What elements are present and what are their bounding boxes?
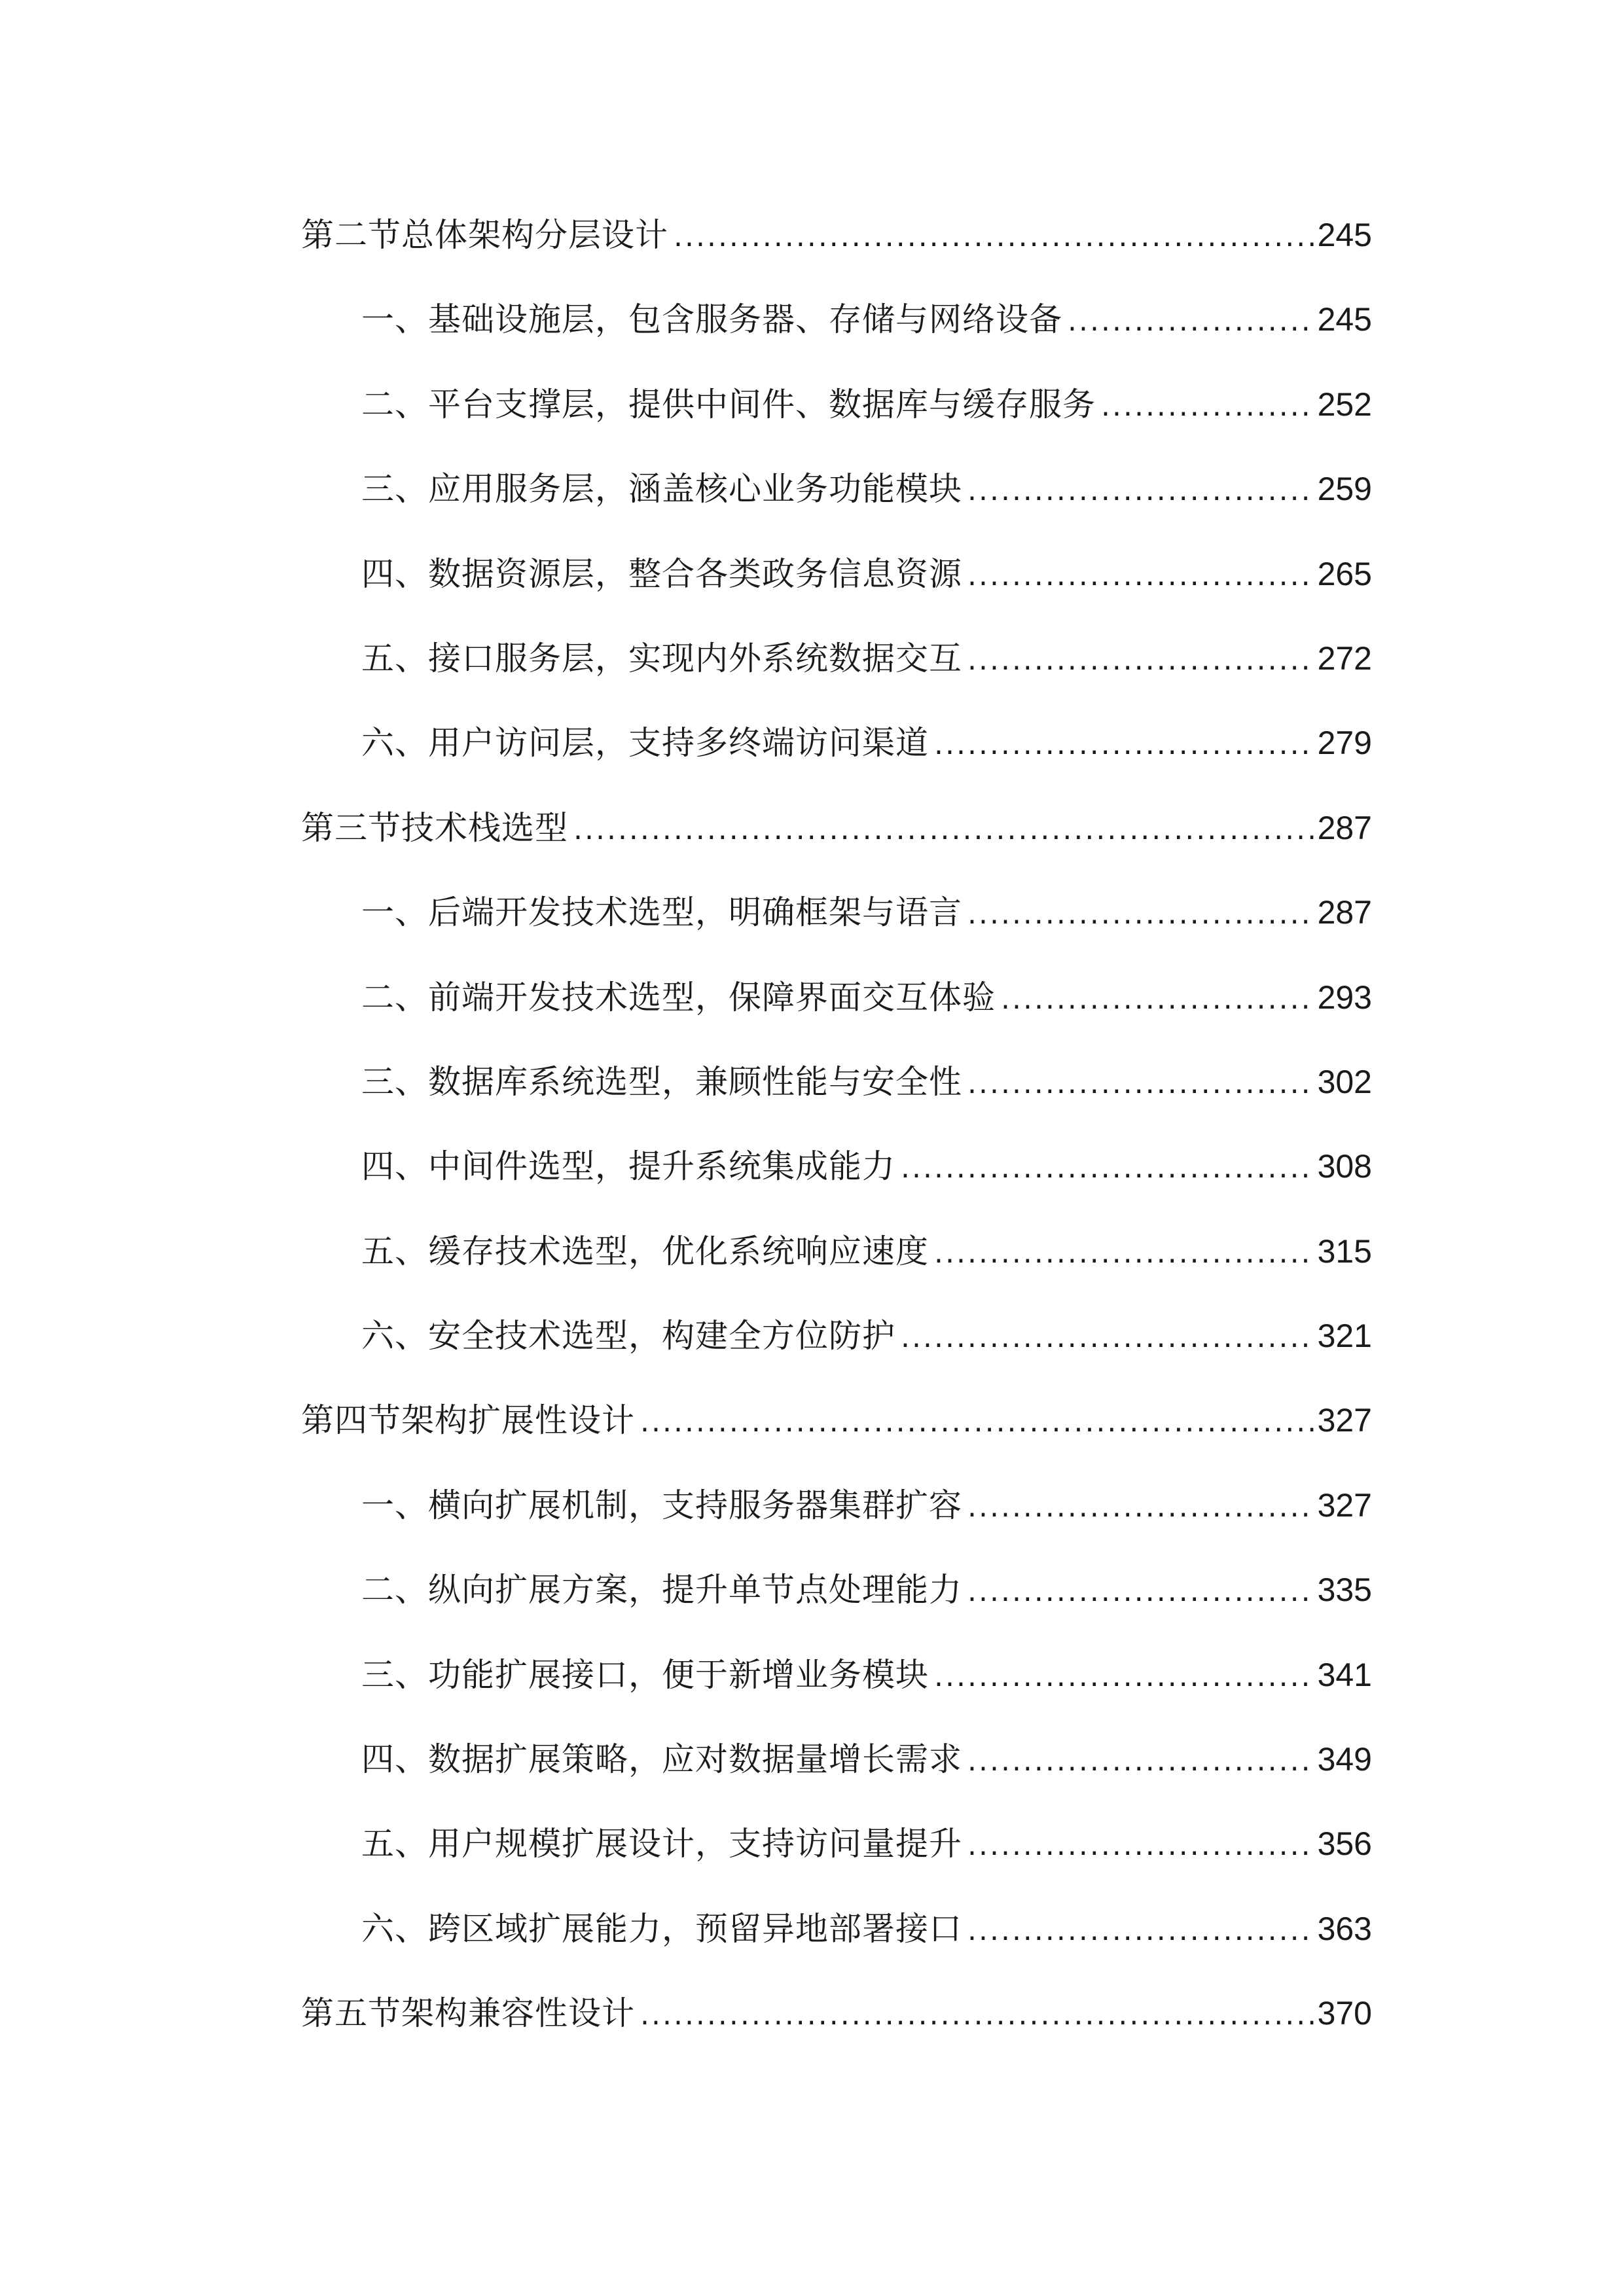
toc-entry-title: 六、安全技术选型，构建全方位防护 [361,1317,895,1355]
toc-entry[interactable] [301,1227,1372,1312]
table-of-contents [301,211,1372,2074]
toc-entry-section-5[interactable] [301,1989,1372,2073]
toc-entry[interactable] [301,380,1372,465]
toc-dot-leader [901,1314,1314,1362]
toc-entry[interactable] [301,1566,1372,1650]
toc-entry[interactable] [301,1820,1372,1904]
toc-entry[interactable] [301,1142,1372,1227]
toc-dot-leader [967,1737,1314,1785]
toc-entry[interactable] [301,1481,1372,1566]
toc-entry[interactable] [301,888,1372,973]
toc-entry-title: 二、平台支撑层，提供中间件、数据库与缓存服务 [361,385,1096,423]
toc-entry[interactable] [301,295,1372,380]
toc-entry-page: 321 [1317,1318,1372,1355]
toc-dot-leader [934,1653,1314,1701]
toc-entry-page: 245 [1317,301,1372,338]
toc-entry-title: 五、用户规模扩展设计，支持访问量提升 [361,1825,962,1863]
toc-dot-leader [967,552,1314,600]
toc-entry-page: 252 [1317,386,1372,423]
toc-dot-leader [640,1398,1314,1446]
toc-entry-page: 302 [1317,1063,1372,1100]
toc-entry-page: 293 [1317,978,1372,1016]
toc-dot-leader [1068,297,1314,346]
toc-entry-title: 一、横向扩展机制，支持服务器集群扩容 [361,1486,962,1524]
toc-entry-title: 四、中间件选型，提升系统集成能力 [361,1147,895,1186]
toc-entry-title: 第五节架构兼容性设计 [301,1994,635,2033]
toc-dot-leader [573,806,1314,854]
toc-dot-leader [901,1144,1314,1193]
toc-dot-leader [967,1907,1314,1955]
toc-entry-title: 三、数据库系统选型，兼顾性能与安全性 [361,1062,962,1101]
toc-entry-title: 第三节技术栈选型 [301,808,568,847]
toc-entry-page: 272 [1317,639,1372,677]
toc-entry-page: 287 [1317,894,1372,931]
toc-entry-title: 第二节总体架构分层设计 [301,216,668,254]
toc-dot-leader [640,1991,1314,2039]
toc-entry[interactable] [301,465,1372,549]
toc-entry-page: 341 [1317,1656,1372,1693]
toc-entry-page: 349 [1317,1741,1372,1778]
toc-entry-title: 六、跨区域扩展能力，预留异地部署接口 [361,1909,962,1948]
toc-dot-leader [674,213,1314,261]
toc-entry-title: 三、功能扩展接口，便于新增业务模块 [361,1655,929,1694]
toc-entry-title: 一、后端开发技术选型，明确框架与语言 [361,893,962,932]
toc-dot-leader [1001,975,1314,1024]
toc-entry-title: 第四节架构扩展性设计 [301,1401,635,1440]
toc-dot-leader [1101,382,1314,431]
toc-entry-title: 五、接口服务层，实现内外系统数据交互 [361,639,962,677]
toc-dot-leader [967,636,1314,685]
toc-entry-page: 327 [1317,1486,1372,1524]
toc-entry[interactable] [301,634,1372,719]
toc-entry-page: 245 [1317,217,1372,253]
toc-entry-page: 363 [1317,1910,1372,1947]
toc-entry-page: 370 [1317,1995,1372,2032]
toc-entry[interactable] [301,719,1372,803]
toc-entry[interactable] [301,550,1372,634]
toc-entry-page: 279 [1317,725,1372,762]
toc-entry-title: 四、数据扩展策略，应对数据量增长需求 [361,1740,962,1779]
toc-entry-title: 四、数据资源层，整合各类政务信息资源 [361,554,962,593]
toc-dot-leader [967,1060,1314,1108]
toc-entry[interactable] [301,973,1372,1058]
toc-entry-page: 265 [1317,555,1372,592]
toc-entry-title: 六、用户访问层，支持多终端访问渠道 [361,724,929,762]
toc-entry[interactable] [301,1058,1372,1142]
toc-entry-title: 一、基础设施层，包含服务器、存储与网络设备 [361,300,1062,339]
toc-entry-section-2[interactable] [301,211,1372,295]
toc-entry-page: 287 [1317,809,1372,846]
toc-entry-section-4[interactable] [301,1396,1372,1480]
toc-entry-title: 三、应用服务层，涵盖核心业务功能模块 [361,470,962,509]
toc-dot-leader [934,1229,1314,1278]
toc-entry[interactable] [301,1735,1372,1820]
toc-entry-title: 五、缓存技术选型，优化系统响应速度 [361,1232,929,1270]
toc-entry-page: 356 [1317,1825,1372,1863]
toc-entry-page: 315 [1317,1232,1372,1270]
toc-dot-leader [967,1568,1314,1616]
toc-entry[interactable] [301,1905,1372,1989]
toc-entry-page: 308 [1317,1148,1372,1185]
toc-dot-leader [967,1483,1314,1532]
toc-dot-leader [967,467,1314,515]
toc-entry[interactable] [301,1651,1372,1735]
toc-dot-leader [934,721,1314,769]
toc-entry-section-3[interactable] [301,804,1372,888]
toc-entry-title: 二、纵向扩展方案，提升单节点处理能力 [361,1571,962,1609]
toc-entry-title: 二、前端开发技术选型，保障界面交互体验 [361,978,996,1016]
toc-entry-page: 327 [1317,1402,1372,1439]
toc-entry-page: 259 [1317,471,1372,508]
toc-entry[interactable] [301,1312,1372,1396]
toc-dot-leader [967,1821,1314,1870]
toc-entry-page: 335 [1317,1571,1372,1609]
toc-dot-leader [967,890,1314,939]
